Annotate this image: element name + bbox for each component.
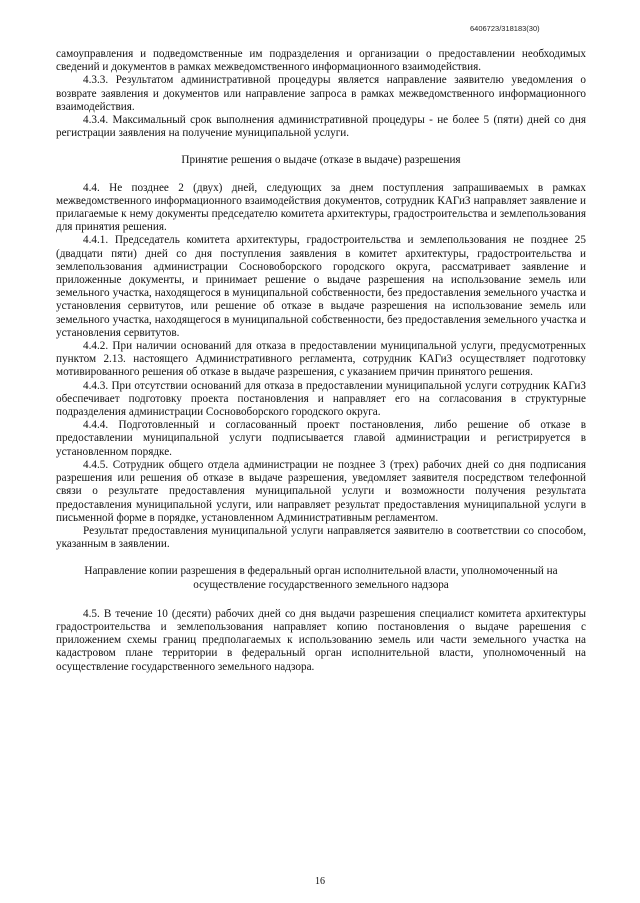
paragraph-continuation: самоуправления и подведомственные им подразделения и организации о предоставлении необходимых сведений и документов в рамках межведомственного информационного взаимодействия. bbox=[56, 48, 586, 74]
paragraph-4-3-3: 4.3.3. Результатом административной процедуры является направление заявителю уведомления о возврате заявления и документов или направление запроса в рамках межведомственного информационного взаимодействия. bbox=[56, 74, 586, 113]
section-heading-decision: Принятие решения о выдаче (отказе в выдаче) разрешения bbox=[181, 154, 461, 167]
document-id: 6406723/318183(30) bbox=[470, 24, 540, 33]
paragraph-4-4-3: 4.4.3. При отсутствии оснований для отказа в предоставлении муниципальной услуги сотрудник КАГиЗ обеспечивает подготовку проекта постановления и направляет его на согласования в структурные подразделения администрации Сосновоборского городского округа. bbox=[56, 379, 586, 419]
document-body bbox=[56, 48, 586, 674]
paragraph-4-3-4: 4.3.4. Максимальный срок выполнения административной процедуры - не более 5 (пяти) дней со дня регистрации заявления на получение муниципальной услуги. bbox=[56, 114, 586, 140]
paragraph-4-4-1: 4.4.1. Председатель комитета архитектуры, градостроительства и землепользования не позднее 25 (двадцати пяти) дней со дня поступления заявления в комитет архитектуры, градостроительства и землепользования администрации Сосновоборского городского округа, рассматривает заявление и приложенные документы, и принимает решение о выдаче разрешения на использование земель или земельного участка, находящегося в муниципальной собственности, без предоставления земельного участка и установления сервитутов, или решение об отказе в выдаче разрешения на использование земель или земельного участка, находящегося в муниципальной собственности, без предоставления земельного участка и установления сервитутов. bbox=[56, 234, 586, 339]
paragraph-4-4-5: 4.4.5. Сотрудник общего отдела администрации не позднее 3 (трех) рабочих дней со дня подписания разрешения или решения об отказе в выдаче разрешения, уведомляет заявителя посредством телефонной связи о результате предоставления муниципальной услуги и возможности получения результата предоставления муниципальной услуги, или направляет результат предоставления муниципальной услуги в письменной форме в порядке, установленном Административным регламентом. bbox=[56, 458, 586, 524]
paragraph-4-5: 4.5. В течение 10 (десяти) рабочих дней со дня выдачи разрешения специалист комитета архитектуры градостроительства и землепользования направляет копию постановления о выдаче рарешения с приложением схемы границ предполагаемых к использованию земель или части земельного участка на кадастровом плане территории в федеральный орган исполнительной власти, уполномоченный на осуществление государственного земельного надзора. bbox=[56, 607, 586, 673]
paragraph-4-4: 4.4. Не позднее 2 (двух) дней, следующих за днем поступления запрашиваемых в рамках межведомственного информационного взаимодействия документов, сотрудник КАГиЗ направляет заявление и прилагаемые к нему документы председателю комитета архитектуры, градостроительства и землепользования для принятия решения. bbox=[56, 181, 586, 234]
page-number: 16 bbox=[315, 876, 325, 887]
paragraph-4-4-4: 4.4.4. Подготовленный и согласованный проект постановления, либо решение об отказе в предоставлении муниципальной услуги подписывается главой администрации и регистрируется в установленном порядке. bbox=[56, 419, 586, 458]
paragraph-4-4-2: 4.4.2. При наличии оснований для отказа в предоставлении муниципальной услуги, предусмотренных пунктом 2.13. настоящего Административного регламента, сотрудник КАГиЗ осуществляет подготовку мотивированного решения об отказе в выдаче разрешения, с указанием причин принятого решения. bbox=[56, 340, 586, 379]
section-heading-copy: Направление копии разрешения в федеральный орган исполнительной власти, уполномоченный на осуществление государственного земельного надзора bbox=[84, 565, 558, 591]
paragraph-result: Результат предоставления муниципальной услуги направляется заявителю в соответствии со способом, указанным в заявлении. bbox=[56, 524, 586, 551]
